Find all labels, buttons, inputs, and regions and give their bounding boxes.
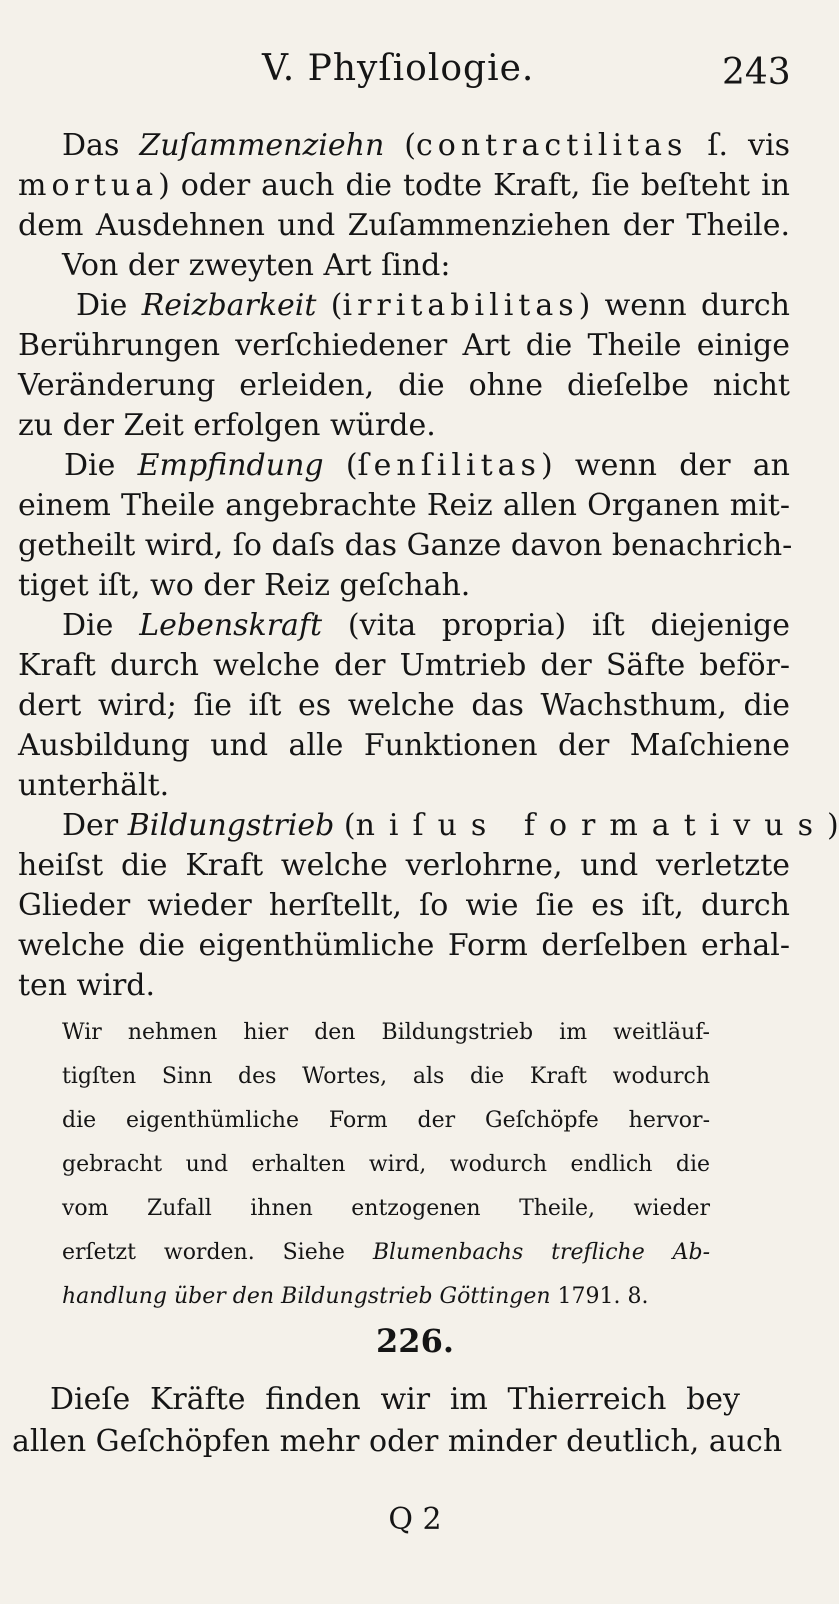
text-line: zu der Zeit erfolgen würde. [18, 408, 436, 443]
page-header [0, 48, 830, 108]
text-line: allen Geſchöpfen mehr oder minder deutlich, auch [12, 1424, 783, 1459]
text-line [62, 126, 790, 166]
note-line: Wir nehmen hier den Bildungstrieb im weitläuf- [62, 1020, 710, 1045]
text-line: Veränderung erleiden, die ohne dieſelbe nicht [18, 368, 790, 403]
emphasized-term: Bildungstrieb [127, 808, 335, 843]
text-run: ) [827, 808, 839, 843]
text-run: ( [334, 808, 356, 843]
text-line: heiſst die Kraft welche verlohrne, und verletzte [18, 848, 790, 883]
text-run: Der [62, 808, 128, 843]
text-run: erſetzt worden. Siehe [62, 1240, 373, 1265]
text-line: Kraft durch welche der Umtrieb der Säfte beför- [18, 648, 790, 683]
text-line: ten wird. [18, 968, 156, 1003]
text-line [76, 286, 790, 326]
text-line: einem Theile angebrachte Reiz allen Organen mit- [18, 488, 790, 523]
text-line: Berührungen verſchiedener Art die Theile einige [18, 328, 790, 363]
text-line: dem Ausdehnen und Zuſammenziehen der Theile. [18, 208, 790, 243]
text-line [18, 166, 790, 206]
text-run: ) wenn durch [578, 288, 790, 323]
emphasized-term: Lebenskraft [139, 608, 323, 643]
text-run: ) oder auch die todte Kraft, ſie beſteht in [158, 168, 790, 203]
text-line: Von der zweyten Art ſind: [62, 248, 451, 283]
latin-term: contractilitas [415, 128, 688, 163]
emphasized-term: Empfindung [137, 448, 324, 483]
text-line: getheilt wird, ſo daſs das Ganze davon benachrich- [18, 528, 793, 563]
text-line: unterhält. [18, 768, 170, 803]
page-number: 243 [722, 52, 791, 93]
text-line [62, 806, 839, 846]
latin-term: irritabilitas [342, 288, 579, 323]
note-line [62, 1238, 710, 1268]
citation-date: 1791. 8. [550, 1284, 649, 1309]
note-line: gebracht und erhalten wird, wodurch endlich die [62, 1152, 710, 1177]
printer-signature-mark: Q 2 [388, 1502, 442, 1537]
note-line: vom Zufall ihnen entzogenen Theile, wieder [62, 1196, 710, 1221]
section-number: 226. [376, 1322, 454, 1360]
latin-term: ſenſilitas [357, 448, 541, 483]
citation-title: handlung über den Bildungstrieb Göttingen [62, 1284, 551, 1309]
text-line: Ausbildung und alle Funktionen der Maſchiene [18, 728, 790, 763]
text-line: Glieder wieder herſtellt, ſo wie ſie es iſt, durch [18, 888, 790, 923]
text-line: dert wird; ſie iſt es welche das Wachsthum, die [18, 688, 790, 723]
latin-term: mortua [18, 168, 159, 203]
text-run: ( [384, 128, 416, 163]
text-line: Dieſe Kräfte finden wir im Thierreich bey [50, 1382, 740, 1417]
text-run: Die [76, 288, 142, 323]
text-run: Die [62, 608, 140, 643]
latin-term: niſus formativus [355, 808, 828, 843]
text-line: tiget iſt, wo der Reiz geſchah. [18, 568, 471, 603]
emphasized-term: Zuſammenziehn [139, 128, 385, 163]
citation-title: Blumenbachs trefliche Ab- [372, 1240, 711, 1265]
text-line [62, 606, 790, 646]
note-line: die eigenthümliche Form der Geſchöpfe hervor- [62, 1108, 710, 1133]
text-run: ) wenn der an [540, 448, 790, 483]
text-run: Das [62, 128, 140, 163]
text-run: ( [323, 448, 358, 483]
text-run: ( [316, 288, 343, 323]
emphasized-term: Reizbarkeit [141, 288, 317, 323]
note-line [62, 1282, 710, 1312]
text-line [64, 446, 790, 486]
text-line: welche die eigenthümliche Form derſelben erhal- [18, 928, 790, 963]
text-run: ſ. vis [687, 128, 790, 163]
text-run: Die [64, 448, 138, 483]
text-run: (vita propria) iſt diejenige [322, 608, 791, 643]
note-line: tigſten Sinn des Wortes, als die Kraft wodurch [62, 1064, 710, 1089]
running-head: V. Phyſiologie. [262, 48, 535, 89]
